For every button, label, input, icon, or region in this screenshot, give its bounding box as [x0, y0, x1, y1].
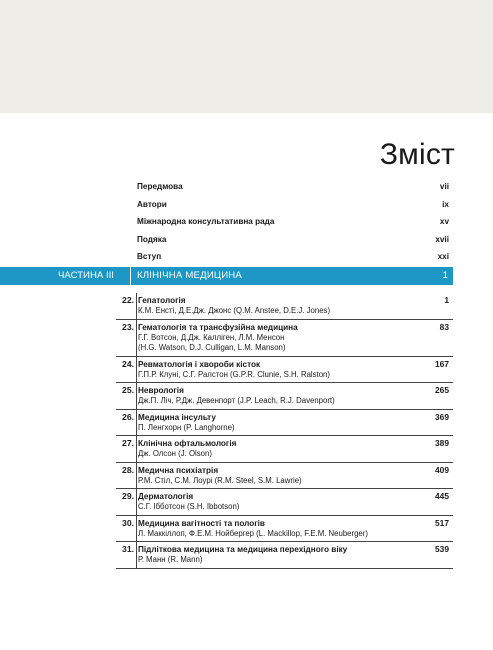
toc-entry-preface[interactable] [137, 182, 449, 200]
part-title: КЛІНІЧНА МЕДИЦИНА [137, 270, 243, 281]
chapter-page: 539 [435, 544, 449, 554]
chapter-page: 409 [435, 464, 449, 475]
chapter-divider [136, 357, 137, 383]
chapter-page: 445 [435, 491, 449, 501]
chapter-31[interactable] [116, 542, 453, 569]
chapter-29[interactable] [116, 489, 453, 516]
chapter-authors: Г.П.Р. Клуні, С.Г. Ралстон (G.P.R. Clunie, S.H. Ralston) [138, 369, 330, 379]
chapter-divider [136, 436, 137, 462]
chapter-page: 517 [435, 517, 449, 528]
chapter-authors: К.М. Енсті, Д.Е.Дж. Джонс (Q.M. Anstee, D.E.J. Jones) [138, 306, 331, 315]
chapter-title: Дерматологія [138, 492, 194, 501]
chapter-page: 83 [439, 321, 449, 332]
chapter-number: 30. [122, 517, 134, 528]
chapter-title: Неврологія [138, 386, 184, 395]
chapter-divider [136, 463, 137, 489]
chapter-title: Гепатологія [138, 296, 186, 305]
toc-entry-authors[interactable] [137, 200, 449, 218]
entry-page: xvii [435, 234, 449, 244]
entry-page: vii [439, 182, 449, 191]
front-matter-list [137, 182, 449, 270]
chapter-number: 24. [122, 358, 134, 369]
chapter-authors-latin: (H.G. Watson, D.J. Culligan, L.M. Manson) [138, 343, 286, 352]
chapter-divider [136, 293, 137, 319]
chapter-authors: Л. Маккіллоп, Ф.Е.М. Нойбергер (L. Mackillop, F.E.M. Neuberger) [138, 528, 368, 538]
chapter-title: Медична психіатрія [138, 465, 219, 475]
part-page: 1 [442, 270, 448, 281]
part-number: ЧАСТИНА III [58, 270, 114, 281]
chapter-28[interactable] [116, 463, 453, 490]
chapter-number: 28. [122, 464, 134, 475]
entry-label: Автори [137, 199, 167, 209]
chapter-divider [136, 542, 137, 568]
chapter-list [116, 293, 453, 569]
entry-label: Міжнародна консультативна рада [137, 217, 275, 226]
chapter-page: 265 [435, 385, 449, 395]
chapter-title: Медицина інсульту [138, 412, 216, 422]
chapter-number: 25. [122, 385, 134, 395]
toc-entry-advisory-board[interactable] [137, 217, 449, 235]
chapter-authors: Г.Г. Вотсон, Д.Дж. Калліген, Л.М. Менсон [138, 332, 285, 342]
chapter-divider [136, 489, 137, 515]
chapter-divider [136, 320, 137, 356]
chapter-number: 23. [122, 321, 134, 332]
chapter-number: 29. [122, 491, 134, 501]
chapter-divider [136, 516, 137, 542]
entry-page: xxi [437, 252, 449, 261]
chapter-27[interactable] [116, 436, 453, 463]
chapter-title: Клінічна офтальмологія [138, 439, 237, 448]
chapter-divider [136, 410, 137, 436]
chapter-title: Медицина вагітності та пологів [138, 518, 265, 528]
chapter-30[interactable] [116, 516, 453, 543]
chapter-page: 389 [435, 438, 449, 448]
chapter-authors: Дж.П. Ліч, Р.Дж. Девенпорт (J.P. Leach, R.J. Davenport) [138, 396, 335, 405]
chapter-page: 167 [435, 358, 449, 369]
entry-page: ix [442, 199, 449, 209]
chapter-title: Ревматологія і хвороби кісток [138, 359, 261, 369]
chapter-page: 1 [444, 295, 449, 305]
chapter-title: Підліткова медицина та медицина перехідного віку [138, 545, 348, 554]
chapter-25[interactable] [116, 383, 453, 410]
chapter-26[interactable] [116, 410, 453, 437]
part-divider [130, 267, 131, 285]
chapter-authors: С.Г. Ібботсон (S.H. Ibbotson) [138, 502, 240, 511]
entry-page: xv [439, 217, 449, 226]
chapter-number: 26. [122, 411, 134, 422]
toc-entry-acknowledgements[interactable] [137, 235, 449, 253]
chapter-24[interactable] [116, 357, 453, 384]
page-title: Зміст [379, 138, 455, 171]
chapter-title: Гематологія та трансфузійна медицина [138, 322, 298, 332]
chapter-23[interactable] [116, 320, 453, 357]
entry-label: Подяка [137, 234, 167, 244]
entry-label: Вступ [137, 252, 162, 261]
chapter-authors: Р.М. Стіл, С.М. Лоурі (R.M. Steel, S.M. Lawrie) [138, 475, 302, 485]
entry-label: Передмова [137, 182, 183, 191]
chapter-authors: П. Ленгхорн (P. Langhorne) [138, 422, 235, 432]
top-band [0, 0, 493, 113]
chapter-number: 22. [122, 295, 134, 305]
chapter-authors: Дж. Олсон (J. Olson) [138, 449, 212, 458]
chapter-divider [136, 383, 137, 409]
chapter-22[interactable] [116, 293, 453, 320]
part-header-bar[interactable] [0, 267, 453, 285]
chapter-number: 27. [122, 438, 134, 448]
chapter-page: 369 [435, 411, 449, 422]
chapter-authors: Р. Манн (R. Mann) [138, 555, 203, 564]
chapter-number: 31. [122, 544, 134, 554]
